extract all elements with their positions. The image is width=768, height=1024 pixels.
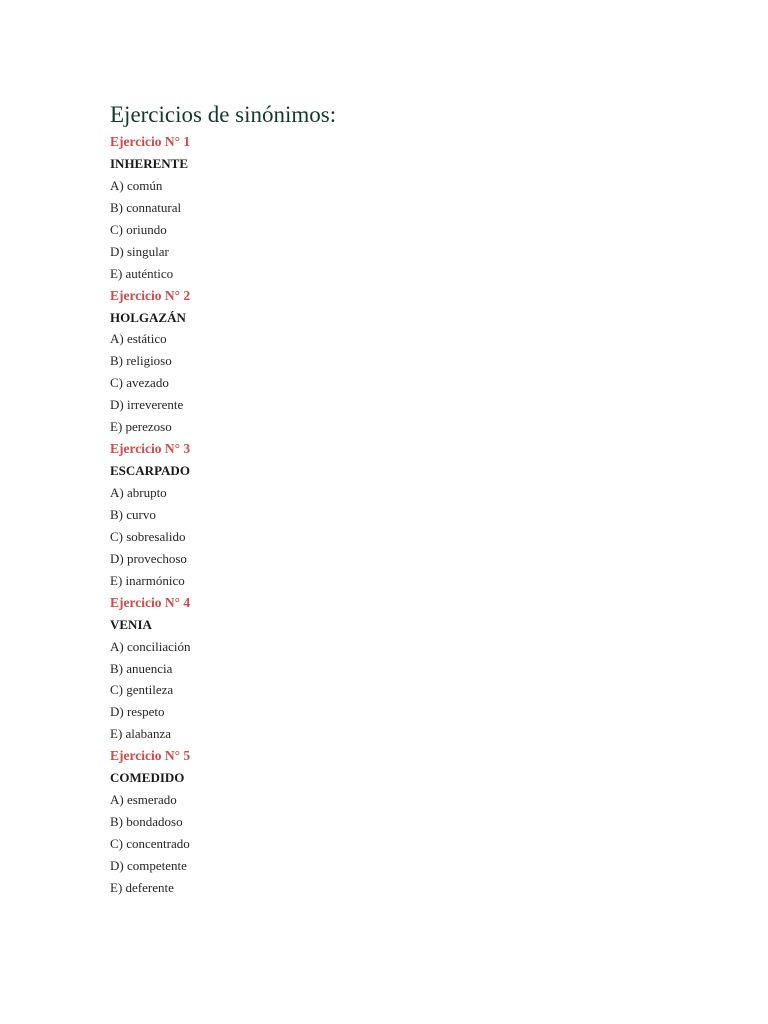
exercise-5	[110, 745, 710, 899]
document-page	[110, 99, 710, 899]
exercise-1	[110, 131, 710, 285]
option-e: E) perezoso	[110, 419, 172, 435]
option-d: D) competente	[110, 857, 187, 873]
option-e: E) auténtico	[110, 265, 174, 281]
option-e: E) deferente	[110, 879, 174, 895]
exercise-word: HOLGAZÁN	[110, 309, 186, 325]
option-c: C) concentrado	[110, 836, 190, 851]
option-b: B) bondadoso	[110, 814, 183, 830]
option-b: B) anuencia	[110, 660, 173, 676]
exercise-4	[110, 592, 710, 746]
option-d: D) provechoso	[110, 550, 187, 566]
exercise-heading: Ejercicio N° 2	[110, 287, 191, 303]
exercise-word: VENIA	[110, 616, 152, 632]
exercise-heading: Ejercicio N° 3	[110, 441, 191, 457]
exercise-2	[110, 285, 710, 439]
option-d: D) singular	[110, 243, 169, 259]
exercise-3	[110, 438, 710, 592]
option-d: D) respeto	[110, 704, 165, 720]
option-a: A) esmerado	[110, 792, 177, 808]
option-e: E) alabanza	[110, 726, 171, 742]
option-a: A) común	[110, 177, 163, 193]
option-d: D) irreverente	[110, 397, 184, 413]
option-c: C) oriundo	[110, 221, 167, 237]
option-e: E) inarmónico	[110, 572, 185, 588]
option-c: C) sobresalido	[110, 528, 186, 544]
exercise-heading: Ejercicio N° 4	[110, 594, 191, 610]
exercise-word: ESCARPADO	[110, 463, 190, 479]
option-b: B) religioso	[110, 353, 172, 369]
option-b: B) connatural	[110, 199, 182, 215]
exercise-heading: Ejercicio N° 5	[110, 748, 191, 764]
exercise-word: COMEDIDO	[110, 770, 185, 786]
page-title: Ejercicios de sinónimos:	[110, 102, 337, 127]
option-b: B) curvo	[110, 506, 156, 522]
option-c: C) avezado	[110, 375, 169, 391]
exercise-heading: Ejercicio N° 1	[110, 134, 191, 149]
option-a: A) conciliación	[110, 638, 191, 654]
option-c: C) gentileza	[110, 682, 174, 698]
option-a: A) abrupto	[110, 485, 167, 500]
option-a: A) estático	[110, 331, 167, 347]
exercise-word: INHERENTE	[110, 155, 189, 171]
